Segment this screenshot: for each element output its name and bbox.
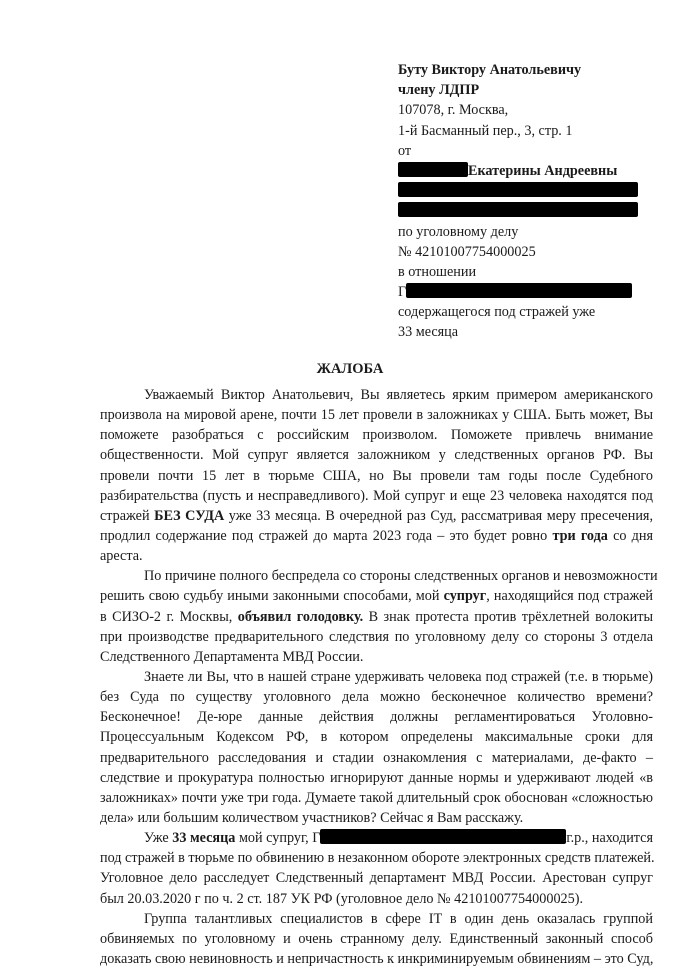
body-line: По причине полного беспредела со стороны следственных органов и невозможности bbox=[144, 568, 658, 585]
body-line: произвола на мировой арене, почти 15 лет провели в заложниках у США. Быть может, Вы bbox=[100, 407, 653, 424]
body-line: без Суда по существу уголовного дела можно бесконечное количество времени? bbox=[100, 689, 653, 706]
redaction-bar bbox=[398, 182, 638, 197]
bold-run: объявил голодовку. bbox=[237, 608, 364, 625]
body-line bbox=[100, 506, 653, 526]
text-run: решить свою судьбу иными законными способами, мой bbox=[100, 588, 444, 605]
body-line bbox=[100, 607, 653, 627]
bold-run: три года bbox=[552, 527, 608, 544]
text-run: , находящийся под стражей bbox=[486, 588, 653, 605]
body-line bbox=[100, 526, 653, 546]
text-run: стражей bbox=[100, 507, 155, 524]
bold-run: супруг bbox=[443, 588, 487, 605]
sender-name: Екатерины Андреевны bbox=[468, 162, 618, 179]
document-body bbox=[100, 385, 658, 969]
redaction-bar bbox=[406, 283, 632, 298]
text-run: со дня bbox=[607, 527, 653, 544]
case-label: по уголовному делу bbox=[398, 223, 519, 240]
sender-redacted-line bbox=[398, 181, 688, 201]
body-line: Уважаемый Виктор Анатольевич, Вы являетесь ярким примером американского bbox=[144, 387, 653, 403]
text-run: Уже bbox=[144, 830, 173, 847]
body-line: предварительного расследования и стадии ознакомления с материалами, де-факто – bbox=[100, 749, 653, 766]
bold-run: 33 месяца bbox=[172, 830, 236, 847]
document-title: ЖАЛОБА bbox=[316, 361, 384, 377]
body-line: был 20.03.2020 г по ч. 2 ст. 187 УК РФ (уголовное дело № 42101007754000025). bbox=[100, 890, 583, 907]
body-line: разбирательства (пусть и несправедливого). Мой супруг и еще 23 человека находятся под bbox=[100, 487, 653, 504]
address-line-1: 107078, г. Москва, bbox=[398, 102, 509, 119]
text-run: В знак протеста против трёхлетней волокиты bbox=[363, 608, 653, 625]
body-line: доказать свою невиновность и непричастность к инкриминируемым обвинениям – это Суд, bbox=[100, 950, 654, 967]
subject-line bbox=[398, 282, 688, 302]
body-line: Знаете ли Вы, что в нашей стране удерживать человека под стражей (т.е. в тюрьме) bbox=[144, 668, 653, 685]
detained-duration: 33 месяца bbox=[398, 324, 459, 341]
body-line bbox=[100, 828, 653, 848]
body-line: следствие и прокуратура полностью игнорируют данные нормы и удерживают людей «в bbox=[100, 769, 653, 786]
address-line-2: 1-й Басманный пер., 3, стр. 1 bbox=[398, 122, 573, 139]
body-line bbox=[100, 586, 653, 606]
recipient-name: Буту Виктору Анатольевичу bbox=[398, 62, 582, 78]
redaction-bar bbox=[398, 202, 638, 217]
body-line: при производстве предварительного следствия по уголовному делу со стороны 3 отдела bbox=[100, 628, 653, 645]
address-block bbox=[398, 60, 688, 343]
case-number: № 42101007754000025 bbox=[398, 243, 536, 260]
body-line: Уголовное дело расследует Следственный департамент МВД России. Арестован супруг bbox=[100, 870, 653, 887]
detained-text: содержащегося под стражей уже bbox=[398, 304, 596, 321]
text-run: мой супруг, Г bbox=[235, 830, 321, 847]
body-line: Процессуальным Кодексом РФ, в котором определены максимальные сроки для bbox=[100, 729, 653, 746]
text-run: уже 33 месяца. В очередной раз Суд, рассматривая меру пресечения, bbox=[224, 507, 653, 524]
body-line: обвиняемых по уголовному и очень странному делу. Единственный законный способ bbox=[100, 930, 653, 947]
body-line: под стражей в тюрьме по обвинению в незаконном обороте электронных средств платежей. bbox=[100, 850, 655, 867]
body-line: общественности. Мой супруг является заложником у следственных органов РФ. Вы bbox=[100, 447, 653, 464]
body-line: заложниках» почти уже три года. Думаете такой длительный срок обоснован «сложностью bbox=[100, 789, 653, 806]
body-line: провели почти 15 лет в тюрьме США, но Вы провели там годы после Судебного bbox=[100, 467, 653, 484]
from-label: от bbox=[398, 142, 412, 159]
text-run: г.р., находится bbox=[566, 830, 653, 847]
body-line: ареста. bbox=[100, 548, 143, 565]
recipient-role: члену ЛДПР bbox=[398, 82, 480, 99]
body-line: дела» или большим количеством участников? Сейчас я Вам расскажу. bbox=[100, 809, 524, 826]
bold-run: БЕЗ СУДА bbox=[154, 507, 225, 524]
text-run: в СИЗО-2 г. Москвы, bbox=[100, 608, 238, 625]
text-run: продлил содержание под стражей до марта 2023 года – это будет ровно bbox=[100, 527, 553, 544]
subject-prefix: Г bbox=[398, 284, 407, 301]
body-line: поможете разобраться с российским произволом. Поможете привлечь внимание bbox=[100, 427, 653, 444]
body-line: Группа талантливых специалистов в сфере IT в один день оказалась группой bbox=[144, 910, 653, 927]
sender-name-line bbox=[398, 161, 688, 181]
sender-redacted-line-2 bbox=[398, 201, 688, 221]
body-line: Бесконечное! Де-юре данные действия должны регламентироваться Уголовно- bbox=[100, 709, 653, 726]
body-line: Следственного Департамента МВД России. bbox=[100, 648, 364, 665]
relation-label: в отношении bbox=[398, 263, 477, 280]
redaction-bar bbox=[398, 162, 468, 177]
